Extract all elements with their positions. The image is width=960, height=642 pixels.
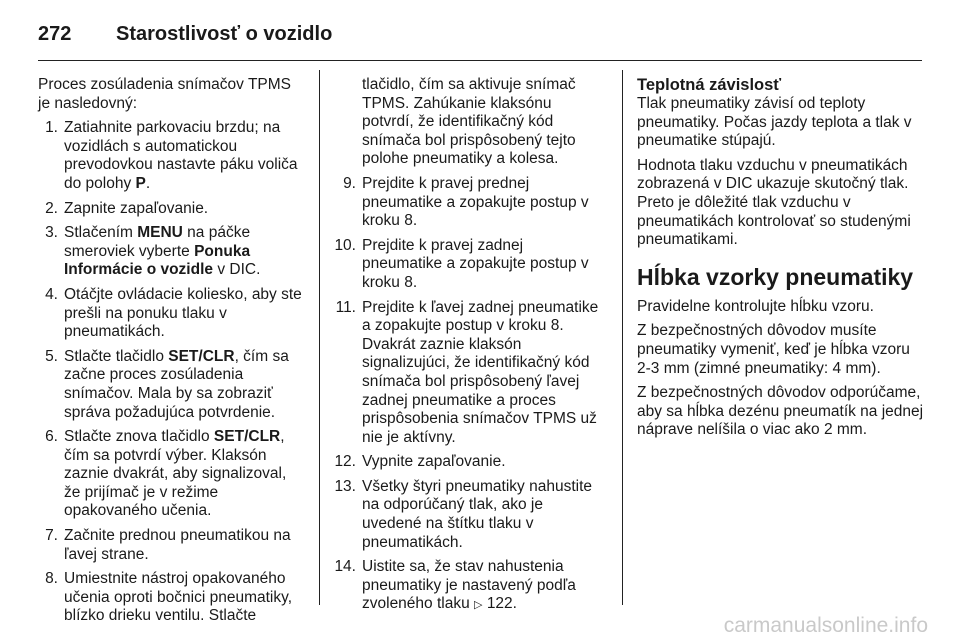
list-item (332, 175, 604, 231)
step-text: Prejdite k pravej prednej pneumatike a zopakujte postup v kroku 8. (362, 174, 589, 230)
step-number: 4. (45, 285, 58, 303)
step-text: Prejdite k pravej zadnej pneumatike a zopakujte postup v kroku 8. (362, 236, 589, 291)
list-item (38, 224, 306, 280)
column-divider (319, 70, 320, 605)
step-text: Zatiahnite parkovaciu brzdu; na vozidlách s automatickou prevodovkou nastavte páku voliča do polohy (64, 119, 298, 192)
step-text: Prejdite k ľavej zadnej pneumatike a zopakujte postup v kroku 8. Dvakrát zaznie klaksón signalizujúci, že identifikačný kód snímača bol prispôsobený ľavej zadnej pneumatike a proces prispôsobenia snímačov TPMS už nie je aktívny. (362, 298, 599, 446)
step-text: na páčke smeroviek vyberte (64, 224, 251, 260)
list-item (38, 348, 306, 422)
step-text: Otáčjte ovládacie koliesko, aby ste prešli na ponuku tlaku v pneumatikách. (64, 285, 302, 341)
paragraph: Tlak pneumatiky závisí od teploty pneumatiky. Počas jazdy teplota a tlak v pneumatike stúpajú. (637, 95, 912, 150)
step-text: Umiestnite nástroj opakovaného učenia oproti bočnici pneumatiky, blízko drieku ventilu. Stlačte (64, 570, 293, 625)
step-text: Všetky štyri pneumatiky nahustite na odporúčaný tlak, ako je uvedené na štítku tlaku v pneumatikách. (362, 477, 593, 551)
list-item (332, 453, 604, 472)
bold-term: Ponuka Informácie o vozidle (64, 242, 251, 279)
page-reference-link[interactable]: 122. (486, 595, 517, 613)
step-number: 3. (45, 224, 58, 242)
step-number: 5. (45, 347, 58, 365)
step-number: 9. (343, 174, 356, 192)
list-item (38, 570, 306, 626)
list-item (38, 286, 306, 342)
intro-paragraph: Proces zosúladenia snímačov TPMS je nasledovný: (38, 76, 291, 112)
step-text: . (145, 174, 151, 192)
step-text: Vypnite zapaľovanie. (362, 453, 506, 471)
page-title: Starostlivosť o vozidlo (116, 22, 333, 45)
paragraph: Pravidelne kontrolujte hĺbku vzoru. (637, 297, 874, 315)
list-item (38, 527, 306, 564)
step-number: 10. (334, 236, 356, 254)
steps-list-1 (38, 119, 306, 626)
paragraph: Z bezpečnostných dôvodov musíte pneumatiky vymeniť, keď je hĺbka vzoru 2-3 mm (zimné pneumatiky: 4 mm). (637, 322, 910, 377)
step-number: 2. (45, 199, 58, 217)
step-text: Stlačením (64, 224, 138, 242)
step-number: 1. (45, 119, 58, 137)
list-item (38, 200, 306, 219)
header-rule (38, 60, 922, 61)
step-text: Zapnite zapaľovanie. (64, 199, 209, 217)
page-reference-icon: ▷ (474, 599, 483, 612)
step-text: Uistite sa, že stav nahustenia pneumatiky je nastavený podľa zvoleného tlaku (362, 558, 576, 613)
step-number: 13. (334, 477, 356, 495)
bold-term: P (135, 174, 146, 192)
step-text: v DIC. (213, 261, 261, 279)
step-number: 8. (45, 570, 58, 588)
step-text: Stlačte tlačidlo (64, 347, 169, 365)
list-item (332, 299, 604, 448)
page-number: 272 (38, 22, 72, 45)
page-header (38, 18, 332, 50)
column-divider (622, 70, 623, 605)
column-2 (332, 76, 604, 621)
step-text: , čím sa začne proces zosúladenia snímačov. Mala by sa zobraziť správa požadujúca potvrdenie. (64, 347, 289, 421)
paragraph: Z bezpečnostných dôvodov odporúčame, aby sa hĺbka dezénu pneumatík na jednej náprave nelíšila o viac ako 2 mm. (637, 384, 924, 439)
list-item (38, 428, 306, 521)
step-text: Stlačte znova tlačidlo (64, 428, 214, 446)
step-number: 7. (45, 527, 58, 545)
list-item (38, 119, 306, 193)
list-item (332, 558, 604, 615)
step-number: 14. (334, 558, 356, 576)
column-3 (637, 76, 927, 446)
list-item (332, 237, 604, 293)
paragraph: Hodnota tlaku vzduchu v pneumatikách zobrazená v DIC ukazuje skutočný tlak. Preto je dôležité tlak vzduchu v pneumatikách kontrolovať so studenými pneumatikami. (637, 156, 911, 249)
watermark: carmanualsonline.info (723, 614, 928, 637)
step-text: Začnite prednou pneumatikou na ľavej strane. (64, 527, 291, 563)
bold-term: SET/CLR (168, 347, 235, 365)
section-heading-tread-depth: Hĺbka vzorky pneumatiky (637, 263, 914, 290)
step-text: , čím sa potvrdí výber. Klaksón zaznie dvakrát, aby signalizoval, že prijímač je v režime opakovaného učenia. (64, 428, 287, 520)
bold-term: SET/CLR (213, 428, 281, 446)
bold-term: MENU (137, 224, 183, 242)
step-8-continuation: tlačidlo, čím sa aktivuje snímač TPMS. Zahúkanie klaksónu potvrdí, že identifikačný kód snímača bol prispôsobený tejto polohe pneumatiky a kolesa. (362, 76, 576, 168)
step-number: 6. (45, 428, 58, 446)
steps-list-2 (332, 175, 604, 552)
step-number: 12. (334, 453, 356, 471)
list-item (332, 478, 604, 552)
column-1 (38, 76, 306, 632)
step-number: 11. (335, 298, 356, 316)
section-heading-temperature: Teplotná závislosť (637, 76, 782, 94)
